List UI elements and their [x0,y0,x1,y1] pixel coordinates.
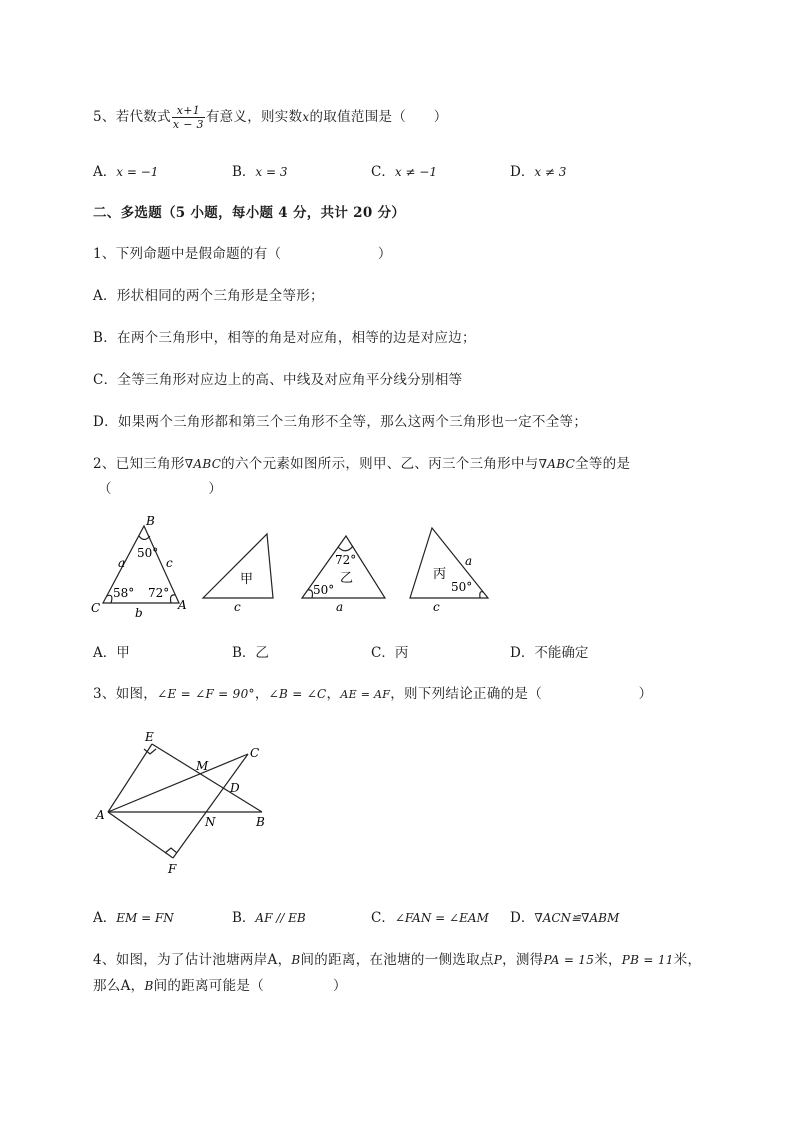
label-A: A [178,598,187,612]
mq4-text-i: 间的距离可能是（ ） [153,978,347,994]
bing-side-c: c [433,600,440,614]
label-side-b: b [135,606,143,620]
mq3-option-b[interactable] [232,906,306,926]
mq4-text-d: ，测得 [502,952,544,968]
mq3-label-A: A [96,808,105,822]
mq3-stem-a: 3、如图， [93,686,158,702]
label-side-a: a [118,556,126,570]
label-B: B [146,514,155,528]
mq1-option-a[interactable]: A．形状相同的两个三角形是全等形； [93,288,324,304]
triangle-jia [203,534,273,598]
mq4-pb: PB = 11 [621,953,674,967]
option-label: D． [510,910,535,926]
option-value: 丙 [394,645,409,661]
q5-prefix: 5、若代数式 [93,109,171,125]
jia-label: 甲 [240,572,254,587]
mq4-point-B2: B [144,979,154,993]
option-value: EM = FN [116,911,174,925]
yi-top-angle: 72° [335,553,357,567]
jia-side-c: c [234,600,241,614]
option-value: 甲 [116,645,130,661]
yi-label: 乙 [340,571,354,586]
mq4-text-e: 米， [594,952,622,968]
q5-option-b[interactable] [232,160,288,180]
option-label: C． [371,910,395,926]
mq3-condition-2: ∠B = ∠C [268,687,327,701]
mq3-sep-1: ， [254,686,269,702]
mq3-stem [93,682,652,702]
mq2-option-a[interactable] [93,641,130,661]
label-side-c: c [166,556,173,570]
bing-side-a: a [465,554,473,568]
option-value: x = 3 [255,165,288,179]
option-label: B． [232,910,256,926]
q5-suffix: 的取值范围是（ ） [309,109,448,125]
q5-option-c[interactable] [371,160,437,180]
mq3-label-D: D [230,781,240,795]
mq4-point-B: B [291,953,301,967]
mq4-point-P: P [493,953,503,967]
mq2-triangle-symbol-2: ∇ABC [538,457,576,471]
yi-side-a: a [336,600,344,614]
option-label: A． [93,164,117,180]
mq3-sep-2: ， [326,686,341,702]
q5-mid: 有意义，则实数 [205,109,303,125]
q5-option-a[interactable] [93,160,158,180]
mq4-pa: PA = 15 [543,953,595,967]
q5-var: x [302,110,310,124]
section-title: 二、多选题（5 小题，每小题 4 分，共计 20 分） [93,205,406,221]
option-value: 不能确定 [534,645,589,661]
q5-frac-num: x+1 [172,104,205,118]
angle-A-value: 72° [148,586,170,600]
mq3-label-E: E [145,730,154,744]
option-value: x ≠ −1 [394,165,437,179]
mq1-option-d[interactable]: D．如果两个三角形都和第三个三角形不全等，那么这两个三角形也一定不全等； [93,414,588,430]
bing-angle: 50° [451,580,473,594]
mq4-text-a: 4、如图，为了估计池塘两岸 [93,952,268,968]
mq1-option-b[interactable]: B．在两个三角形中，相等的角是对应角，相等的边是对应边； [93,330,476,346]
option-label: B． [232,645,256,661]
option-value: AF // EB [255,911,306,925]
mq2-stem [93,452,630,472]
mq3-label-F: F [168,862,177,876]
option-label: D． [510,164,535,180]
angle-C-value: 58° [113,586,135,600]
mq3-label-C: C [250,746,260,760]
mq2-option-b[interactable] [232,641,269,661]
option-label: D． [510,645,535,661]
mq4-point-A2: A [120,978,131,994]
option-label: A． [93,645,117,661]
mq3-lines [108,744,262,858]
mq3-option-d[interactable] [510,906,619,926]
yi-left-angle: 50° [313,583,335,597]
mq1-stem: 1、下列命题中是假命题的有（ ） [93,246,392,262]
mq3-stem-b: ，则下列结论正确的是（ ） [390,686,653,702]
mq4-line1 [93,948,701,968]
mq4-point-A: A [267,952,278,968]
option-value: 乙 [255,645,269,661]
mq3-label-M: M [196,759,209,773]
mq4-text-g: 那么 [93,978,121,994]
q5-fraction [172,104,205,131]
option-label: C． [371,164,395,180]
bing-label: 丙 [433,567,447,582]
mq3-label-B: B [256,815,265,829]
triangle-bing [410,528,488,598]
mq4-text-b: ， [277,952,292,968]
mq2-stem-a: 2、已知三角形 [93,456,185,472]
option-label: A． [93,910,117,926]
option-value: ∇ACN≌∇ABM [534,911,620,925]
option-value: x = −1 [116,165,159,179]
q5-option-d[interactable] [510,160,566,180]
mq1-option-c[interactable]: C．全等三角形对应边上的高、中线及对应角平分线分别相等 [93,372,463,388]
option-label: B． [232,164,256,180]
mq3-label-N: N [205,815,216,829]
mq4-text-f: 米， [673,952,702,968]
mq3-figure [0,720,794,890]
mq2-option-d[interactable] [510,641,588,661]
mq2-stem-b: 的六个元素如图所示，则甲、乙、丙三个三角形中与 [221,456,539,472]
mq3-option-a[interactable] [93,906,174,926]
mq2-figure [0,510,794,630]
mq3-condition-1: ∠E = ∠F = 90° [157,687,255,701]
mq3-condition-3: AE = AF [340,688,391,701]
option-value: ∠FAN = ∠EAM [394,911,489,925]
mq3-option-c[interactable] [371,906,489,926]
mq2-triangle-symbol: ∇ABC [184,457,222,471]
option-label: C． [371,645,395,661]
q5-frac-den: x − 3 [172,118,204,131]
mq4-text-c: 间的距离，在池塘的一侧选取点 [300,952,494,968]
angle-B-value: 50° [137,546,159,560]
mq2-stem-c: 全等的是 [575,456,631,472]
label-C: C [91,601,101,615]
mq4-line2 [93,974,347,994]
mq4-text-h: ， [130,978,145,994]
option-value: x ≠ 3 [534,165,567,179]
mq2-option-c[interactable] [371,641,408,661]
q5-stem [93,104,448,131]
mq2-blank: （ ） [98,481,223,497]
